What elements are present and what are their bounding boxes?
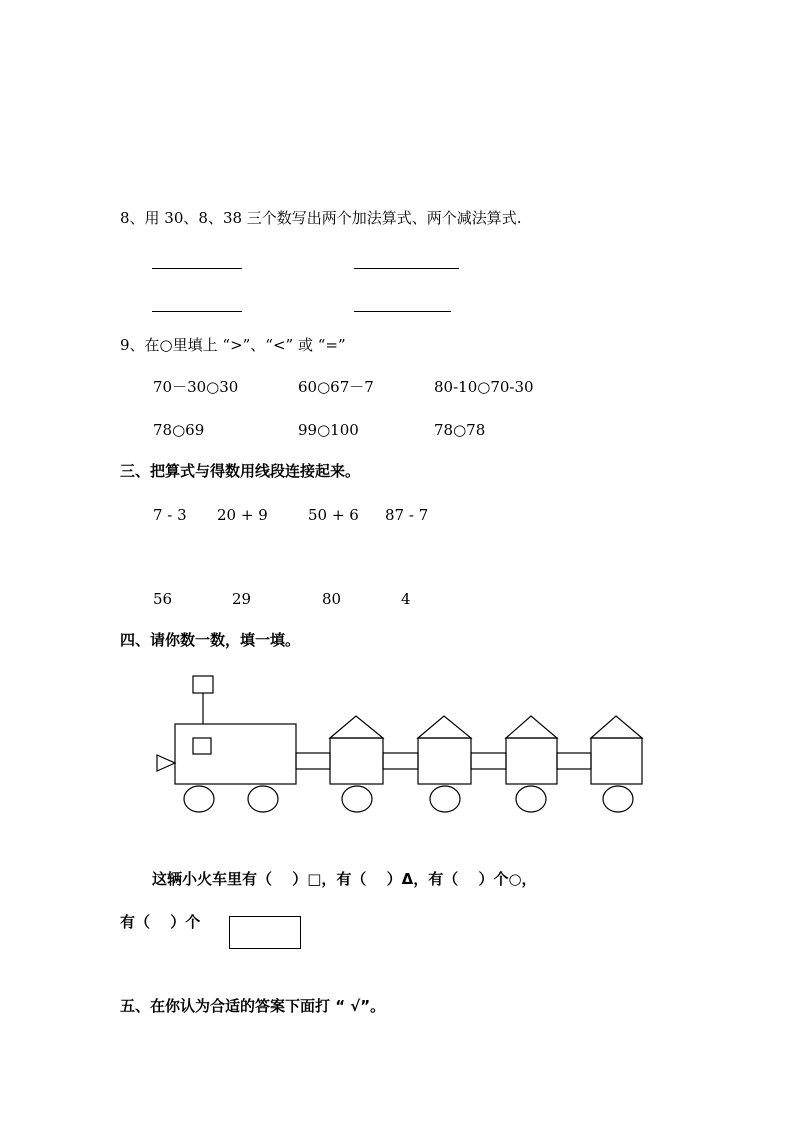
count-sentence-1: 这辆小火车里有（ ）□，有（ ）Δ，有（ ）个○， xyxy=(152,870,537,888)
wheel xyxy=(516,786,546,812)
q9-prompt: 9、在○里填上 “>”、“<” 或 “=” xyxy=(120,336,346,354)
section-3-heading: 三、把算式与得数用线段连接起来。 xyxy=(120,462,361,480)
result-item: 29 xyxy=(232,590,252,608)
expression-item: 87 - 7 xyxy=(385,506,429,524)
wheel xyxy=(184,786,214,812)
rectangle-shape xyxy=(229,916,301,949)
q9-item: 60○67－7 xyxy=(298,378,374,396)
section-4-heading: 四、请你数一数，填一填。 xyxy=(120,631,301,649)
expression-item: 7 - 3 xyxy=(153,506,187,524)
car-body xyxy=(418,738,471,784)
wheel xyxy=(342,786,372,812)
expression-item: 20 + 9 xyxy=(217,506,268,524)
connector xyxy=(471,753,506,769)
q9-item: 70－30○30 xyxy=(153,378,239,396)
car-roof-triangle xyxy=(506,716,557,738)
connector xyxy=(296,753,330,769)
expression-item: 50 + 6 xyxy=(308,506,359,524)
car-body xyxy=(506,738,557,784)
count-sentence-2: 有（ ）个 xyxy=(120,913,201,931)
car-roof-triangle xyxy=(418,716,471,738)
wheel xyxy=(248,786,278,812)
connector xyxy=(557,753,591,769)
wheel xyxy=(603,786,633,812)
result-item: 80 xyxy=(322,590,342,608)
q9-item: 99○100 xyxy=(298,421,359,439)
wheel xyxy=(430,786,460,812)
result-item: 56 xyxy=(153,590,173,608)
car-roof-triangle xyxy=(591,716,642,738)
q8-prompt: 8、用 30、8、38 三个数写出两个加法算式、两个减法算式. xyxy=(120,209,522,227)
front-triangle xyxy=(157,755,175,771)
engine-window xyxy=(193,738,211,754)
q9-item: 78○78 xyxy=(434,421,486,439)
car-roof-triangle xyxy=(330,716,383,738)
connector xyxy=(383,753,418,769)
car-body xyxy=(330,738,383,784)
q9-item: 78○69 xyxy=(153,421,205,439)
q9-item: 80-10○70-30 xyxy=(434,378,534,396)
result-item: 4 xyxy=(401,590,411,608)
section-5-heading: 五、在你认为合适的答案下面打 “ √”。 xyxy=(120,997,386,1015)
car-body xyxy=(591,738,642,784)
chimney-square xyxy=(193,676,213,693)
